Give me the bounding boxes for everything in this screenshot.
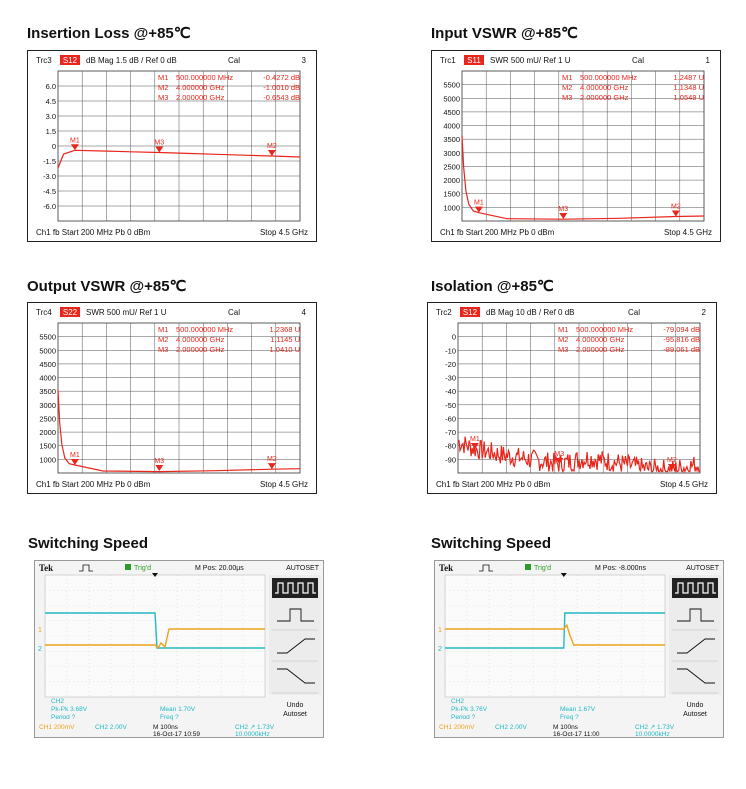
stats-title: CH2	[451, 698, 465, 705]
cal-label: Cal	[628, 308, 641, 317]
y-tick-label: -1.5	[43, 157, 56, 166]
y-tick-label: -60	[445, 414, 456, 424]
mpos-label: M Pos: 20.00µs	[195, 565, 244, 572]
marker-name: M3	[558, 345, 569, 354]
period-label: Period ?	[51, 714, 76, 721]
ch2-scale: CH2 2.00V	[95, 724, 127, 731]
marker-tag: M1	[470, 436, 480, 443]
y-tick-label: 2000	[443, 176, 460, 186]
marker-freq: 2.000000 GHz	[580, 93, 629, 102]
marker-value: 1.0549 U	[673, 93, 704, 102]
y-tick-label: -30	[445, 373, 456, 383]
marker-tag: M1	[70, 137, 80, 145]
marker-triangle	[268, 150, 276, 156]
output-vswr-chart	[27, 302, 317, 494]
y-tick-label: 5000	[443, 94, 460, 104]
trigger-info: CH2 ↗ 1.73V	[235, 724, 275, 731]
param-label: S12	[462, 308, 478, 317]
cal-label: Cal	[228, 308, 241, 317]
marker-tag: M3	[558, 206, 569, 213]
trace-label: Trc1	[440, 56, 456, 65]
format-label: dB Mag 1.5 dB / Ref 0 dB	[86, 56, 177, 65]
autoset-button-label: Autoset	[283, 711, 307, 718]
oscilloscope-2-svg	[435, 561, 723, 737]
footer-stop: Stop 4.5 GHz	[259, 228, 308, 237]
trigger-freq: 10.0000kHz	[635, 731, 670, 737]
trace-label: Trc4	[36, 308, 52, 317]
ch1-marker: 1	[438, 627, 442, 634]
marker-name: M3	[562, 93, 573, 102]
y-tick-label: 3000	[443, 148, 460, 158]
marker-tag: M3	[154, 458, 165, 465]
y-tick-label: 1500	[443, 189, 460, 199]
cal-label: Cal	[228, 56, 241, 65]
oscilloscope-2	[434, 560, 724, 738]
footer-start: Ch1 fb Start 200 MHz Pb 0 dBm	[36, 480, 151, 489]
marker-tag: M2	[666, 457, 677, 464]
marker-value: -0.6543 dB	[263, 93, 300, 102]
y-tick-label: -10	[445, 346, 456, 356]
y-tick-label: 5000	[39, 346, 56, 356]
format-label: dB Mag 10 dB / Ref 0 dB	[486, 308, 575, 317]
marker-freq: 500.000000 MHz	[576, 325, 634, 334]
period-label: Period ?	[451, 714, 476, 721]
date-label: 16-Oct-17 10:59	[153, 731, 200, 737]
y-tick-label: 1500	[39, 441, 56, 451]
undo-label: Undo	[686, 702, 704, 709]
input-vswr-chart	[431, 50, 721, 242]
footer-stop: Stop 4.5 GHz	[659, 480, 708, 489]
trace-label: Trc2	[436, 308, 452, 317]
footer-start: Ch1 fb Start 200 MHz Pb 0 dBm	[436, 480, 551, 489]
chart-index: 1	[705, 56, 710, 65]
chart-index: 4	[301, 308, 306, 317]
marker-value: 1.2487 U	[673, 73, 704, 82]
menu-square-wave-box	[272, 578, 318, 598]
pkpk-label: Pk-Pk 3.68V	[51, 706, 88, 713]
autoset-label: AUTOSET	[286, 565, 319, 572]
y-tick-label: -4.5	[43, 187, 56, 196]
marker-value: 1.1348 U	[673, 83, 704, 92]
marker-freq: 2.000000 GHz	[176, 93, 225, 102]
ch1-scale: CH1 200mV	[439, 724, 475, 731]
y-tick-label: 2500	[39, 414, 56, 424]
date-label: 16-Oct-17 11:00	[553, 731, 600, 737]
y-tick-label: 3.0	[45, 112, 56, 121]
y-tick-label: 2500	[443, 162, 460, 172]
switching-speed-title-2: Switching Speed	[431, 535, 552, 552]
marker-freq: 500.000000 MHz	[176, 73, 234, 82]
param-label: S12	[62, 56, 78, 65]
timebase-label: M 100ns	[153, 724, 178, 731]
y-tick-label: -40	[445, 387, 456, 397]
param-label: S22	[62, 308, 78, 317]
marker-value: 1.2368 U	[269, 325, 300, 334]
footer-start: Ch1 fb Start 200 MHz Pb 0 dBm	[440, 228, 555, 237]
pkpk-label: Pk-Pk 3.76V	[451, 706, 488, 713]
marker-value: -0.4272 dB	[263, 73, 300, 82]
marker-value: 1.1145 U	[270, 335, 300, 344]
y-tick-label: 5500	[443, 80, 460, 90]
y-tick-label: 1000	[39, 455, 56, 465]
autoset-label: AUTOSET	[686, 565, 719, 572]
mpos-label: M Pos: -8.000ns	[595, 565, 646, 572]
y-tick-label: -6.0	[43, 202, 56, 211]
output-vswr-title: Output VSWR @+85℃	[27, 278, 187, 295]
menu-square-wave-box	[672, 578, 718, 598]
trig-indicator	[525, 564, 531, 570]
y-tick-label: 4500	[443, 107, 460, 117]
isolation-chart	[427, 302, 717, 494]
mean-label: Mean 1.70V	[160, 706, 196, 713]
y-tick-label: -20	[445, 359, 456, 369]
marker-freq: 4.000000 GHz	[176, 335, 225, 344]
y-tick-label: 3500	[443, 135, 460, 145]
undo-label: Undo	[286, 702, 304, 709]
marker-freq: 4.000000 GHz	[176, 83, 225, 92]
oscilloscope-1-svg	[35, 561, 323, 737]
timebase-label: M 100ns	[553, 724, 578, 731]
trig-label: Trig'd	[134, 565, 152, 572]
ch2-marker: 2	[38, 646, 42, 653]
y-tick-label: 4000	[39, 373, 56, 383]
y-tick-label: 4000	[443, 121, 460, 131]
marker-name: M3	[158, 345, 169, 354]
chart-index: 3	[301, 56, 306, 65]
switching-speed-title-1: Switching Speed	[28, 535, 149, 552]
param-label: S11	[467, 56, 481, 65]
marker-tag: M1	[474, 199, 484, 207]
trace-label: Trc3	[36, 56, 52, 65]
mean-label: Mean 1.67V	[560, 706, 596, 713]
ch2-scale: CH2 2.00V	[495, 724, 527, 731]
marker-tag: M3	[154, 139, 165, 147]
marker-tag: M2	[670, 203, 681, 211]
autoset-button-label: Autoset	[683, 711, 707, 718]
brand-label: Tek	[439, 563, 454, 573]
marker-value: -1.0010 dB	[263, 83, 300, 92]
y-tick-label: -80	[445, 441, 456, 451]
marker-freq: 4.000000 GHz	[576, 335, 625, 344]
y-tick-label: 5500	[39, 332, 56, 342]
marker-triangle	[268, 463, 276, 469]
ch1-scale: CH1 200mV	[39, 724, 75, 731]
marker-name: M2	[158, 335, 169, 344]
y-tick-label: -90	[445, 455, 456, 465]
input-vswr-title: Input VSWR @+85℃	[431, 25, 578, 42]
y-tick-label: -70	[445, 428, 456, 438]
marker-tag: M1	[70, 452, 80, 459]
oscilloscope-1	[34, 560, 324, 738]
y-tick-label: 2000	[39, 428, 56, 438]
marker-freq: 2.000000 GHz	[576, 345, 625, 354]
marker-name: M1	[158, 325, 169, 334]
marker-triangle	[155, 147, 163, 153]
trig-label: Trig'd	[534, 565, 552, 572]
marker-triangle	[155, 465, 163, 471]
ch1-marker: 1	[38, 627, 42, 634]
marker-value: -95.816 dB	[663, 335, 700, 344]
marker-name: M3	[158, 93, 169, 102]
trigger-info: CH2 ↗ 1.73V	[635, 724, 675, 731]
output-vswr-svg	[28, 303, 316, 493]
insertion-loss-title: Insertion Loss @+85℃	[27, 25, 191, 42]
marker-name: M2	[562, 83, 573, 92]
marker-name: M2	[558, 335, 569, 344]
footer-stop: Stop 4.5 GHz	[663, 228, 712, 237]
y-tick-label: -3.0	[43, 172, 56, 181]
isolation-title: Isolation @+85℃	[431, 278, 554, 295]
y-tick-label: 4500	[39, 359, 56, 369]
pulse-icon	[479, 565, 493, 571]
marker-name: M1	[158, 73, 169, 82]
footer-start: Ch1 fb Start 200 MHz Pb 0 dBm	[36, 228, 151, 237]
brand-label: Tek	[39, 563, 54, 573]
marker-name: M1	[562, 73, 573, 82]
pulse-icon	[79, 565, 93, 571]
y-tick-label: 1000	[443, 203, 460, 213]
chart-index: 2	[701, 308, 706, 317]
insertion-loss-svg	[28, 51, 316, 241]
marker-tag: M3	[554, 451, 565, 458]
trig-indicator	[125, 564, 131, 570]
marker-name: M2	[158, 83, 169, 92]
y-tick-label: 3000	[39, 400, 56, 410]
y-tick-label: 1.5	[45, 127, 56, 136]
cal-label: Cal	[632, 56, 645, 65]
isolation-svg	[428, 303, 716, 493]
freq-label: Freq ?	[560, 714, 579, 721]
marker-freq: 500.000000 MHz	[176, 325, 234, 334]
y-tick-label: -50	[445, 400, 456, 410]
footer-stop: Stop 4.5 GHz	[259, 480, 308, 489]
y-tick-label: 6.0	[45, 82, 56, 91]
stats-title: CH2	[51, 698, 65, 705]
marker-triangle	[559, 213, 567, 219]
marker-name: M1	[558, 325, 569, 334]
marker-tag: M2	[266, 143, 277, 150]
insertion-loss-chart	[27, 50, 317, 242]
format-label: SWR 500 mU/ Ref 1 U	[490, 56, 571, 65]
marker-value: -89.061 dB	[663, 345, 700, 354]
y-tick-label: 3500	[39, 387, 56, 397]
y-tick-label: 0	[451, 332, 456, 342]
trigger-freq: 10.0000kHz	[235, 731, 270, 737]
format-label: SWR 500 mU/ Ref 1 U	[86, 308, 167, 317]
marker-value: 1.0410 U	[269, 345, 300, 354]
marker-triangle	[71, 144, 79, 150]
input-vswr-svg	[432, 51, 720, 241]
freq-label: Freq ?	[160, 714, 179, 721]
marker-tag: M2	[266, 456, 277, 464]
marker-freq: 2.000000 GHz	[176, 345, 225, 354]
y-tick-label: 0	[51, 142, 56, 151]
y-tick-label: 4.5	[45, 97, 56, 106]
marker-freq: 4.000000 GHz	[580, 83, 629, 92]
marker-value: -79.094 dB	[663, 325, 700, 334]
marker-freq: 500.000000 MHz	[580, 73, 638, 82]
marker-triangle	[672, 211, 680, 217]
ch2-marker: 2	[438, 646, 442, 653]
